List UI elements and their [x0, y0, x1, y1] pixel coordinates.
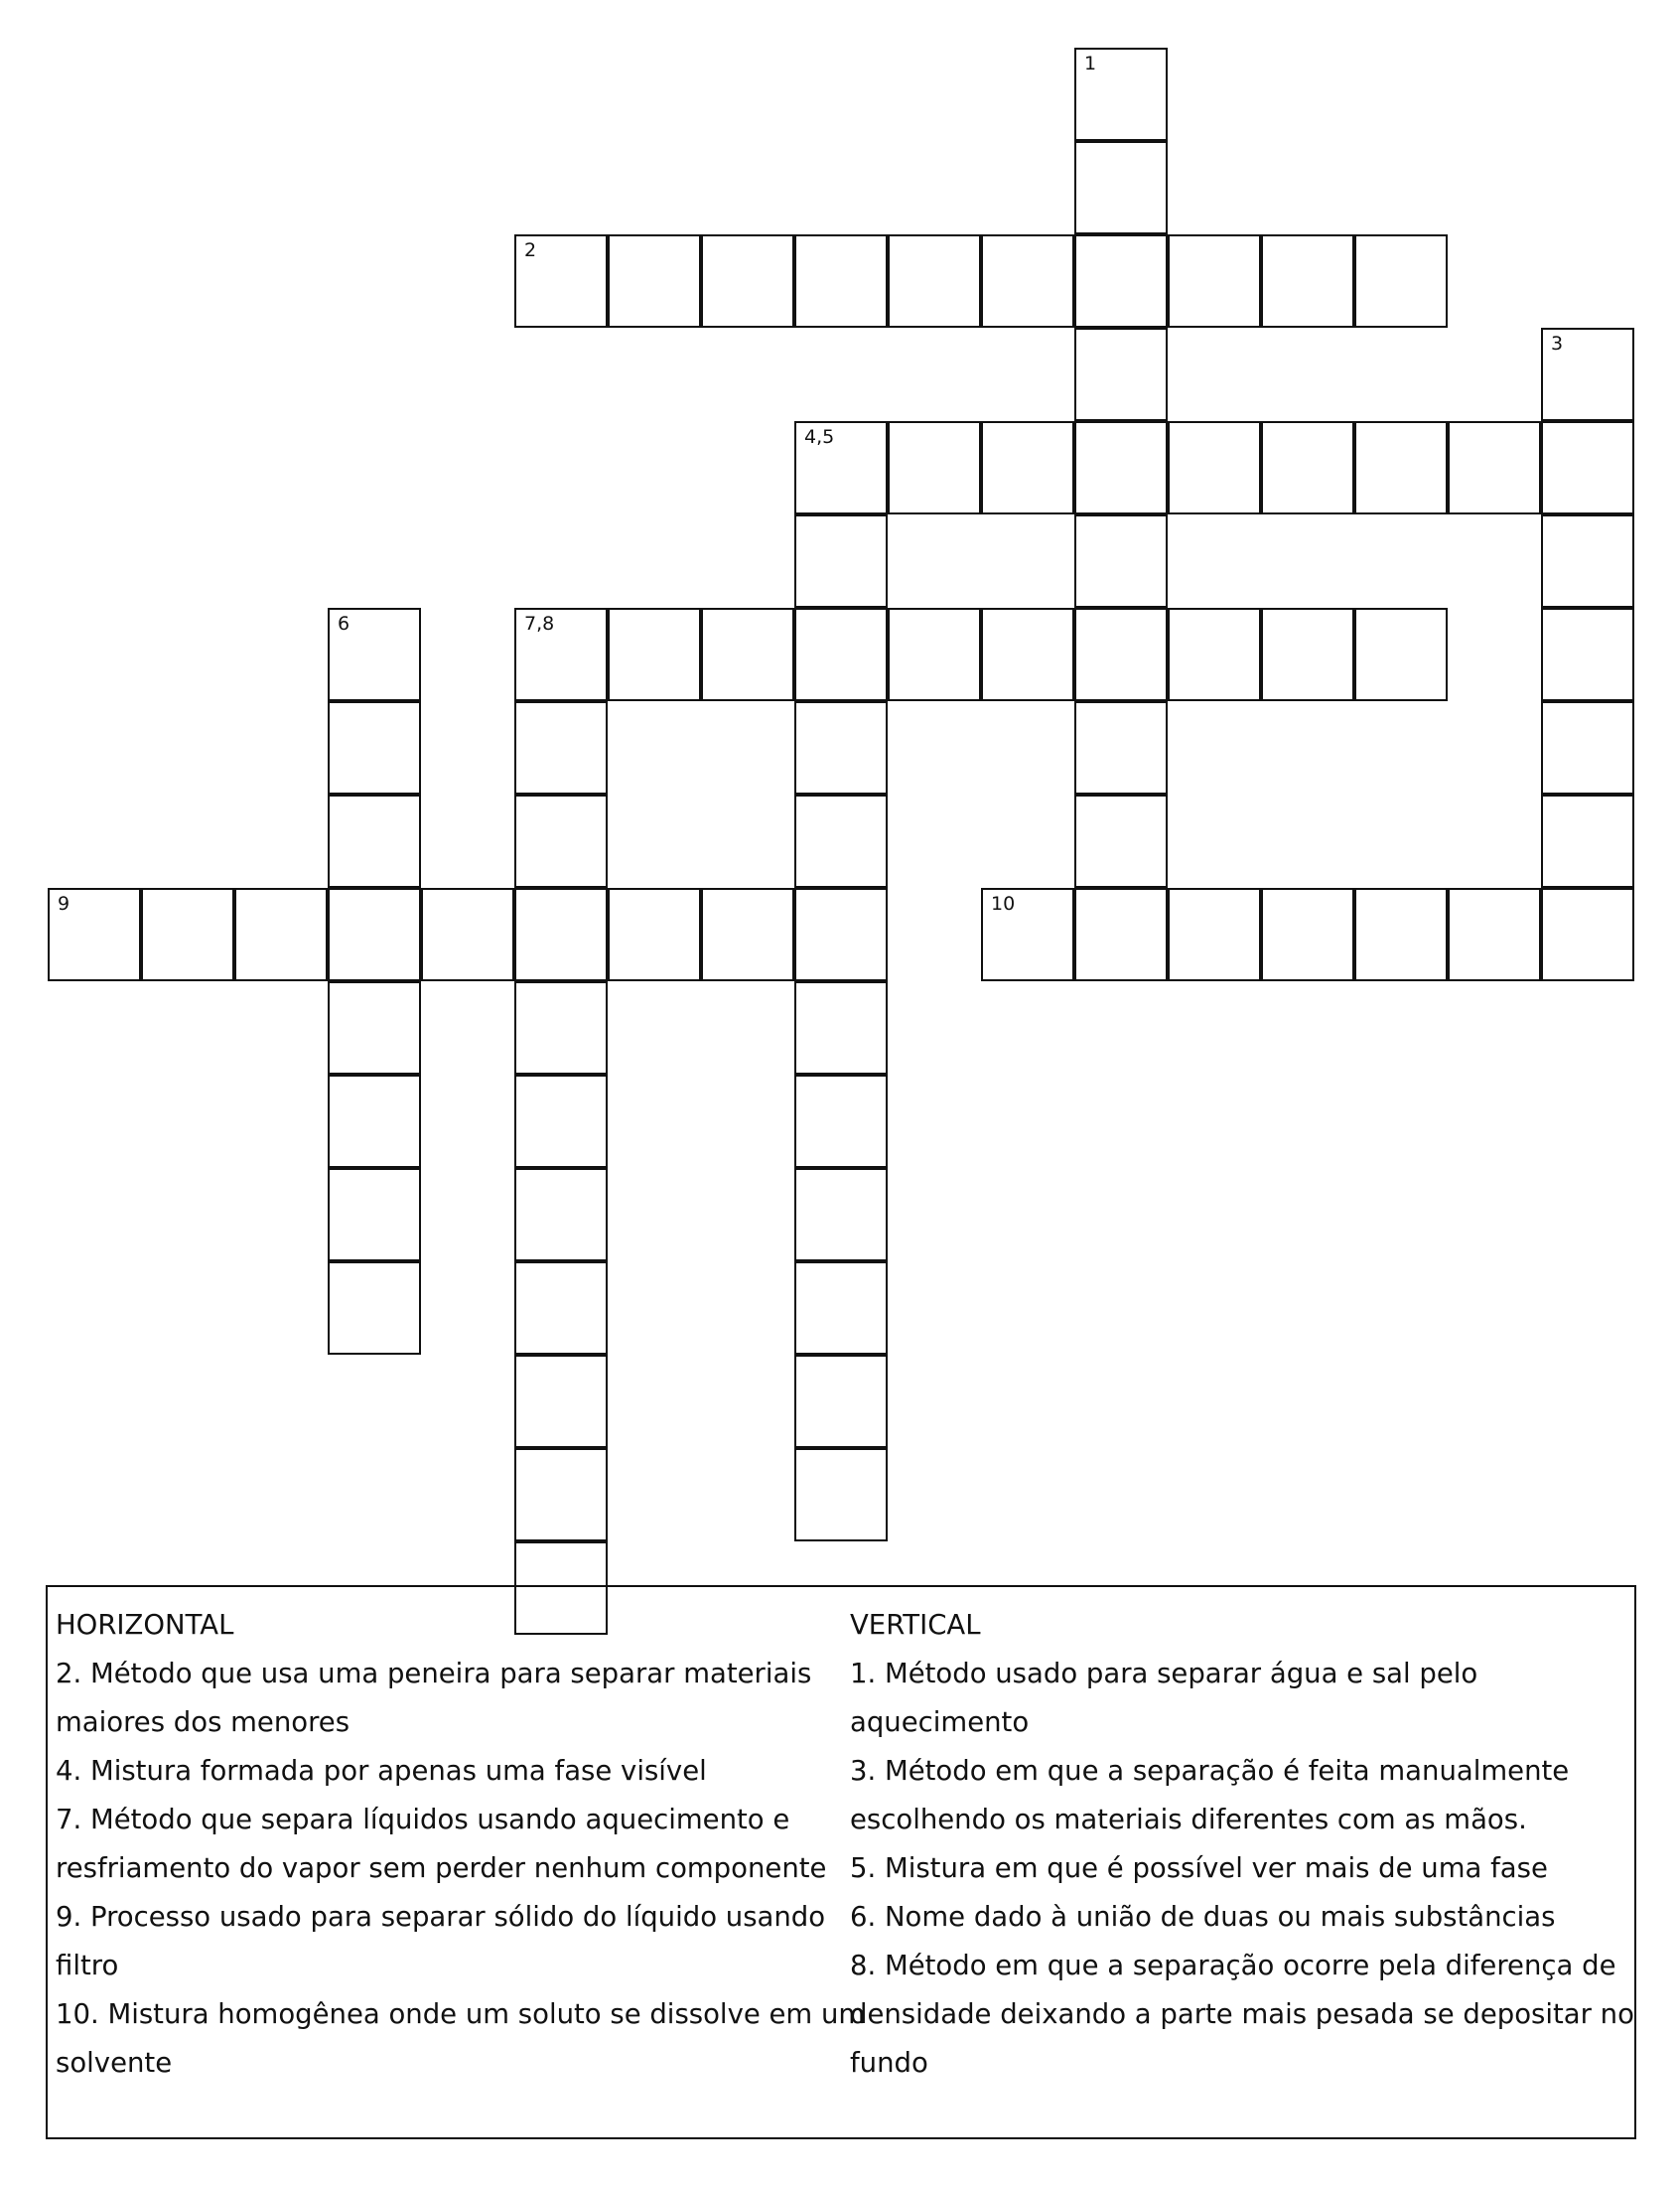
crossword-cell[interactable]: [1074, 888, 1168, 981]
crossword-cell[interactable]: [234, 888, 328, 981]
crossword-cell[interactable]: [1261, 608, 1354, 701]
crossword-cell[interactable]: [1261, 234, 1354, 328]
vertical-clue-line: 3. Método em que a separação é feita manualmente: [850, 1755, 1570, 1787]
crossword-cell[interactable]: [1074, 48, 1168, 141]
crossword-cell[interactable]: [981, 421, 1074, 514]
horizontal-clue-line: resfriamento do vapor sem perder nenhum componente: [56, 1852, 827, 1884]
crossword-cell[interactable]: [794, 888, 888, 981]
clue-number: 3: [1551, 333, 1564, 355]
crossword-cell[interactable]: [1074, 514, 1168, 608]
clue-number: 6: [338, 613, 350, 635]
crossword-cell[interactable]: [981, 234, 1074, 328]
clue-number: 1: [1084, 53, 1097, 74]
horizontal-clue-line: maiores dos menores: [56, 1706, 350, 1738]
crossword-cell[interactable]: [514, 981, 608, 1075]
crossword-cell[interactable]: [1261, 888, 1354, 981]
crossword-cell[interactable]: [1541, 608, 1634, 701]
crossword-cell[interactable]: [701, 608, 794, 701]
crossword-cell[interactable]: [328, 608, 421, 701]
crossword-cell[interactable]: [794, 234, 888, 328]
crossword-cell[interactable]: [1168, 234, 1261, 328]
crossword-cell[interactable]: [1354, 608, 1448, 701]
crossword-cell[interactable]: [794, 1261, 888, 1355]
crossword-cell[interactable]: [328, 1261, 421, 1355]
crossword-cell[interactable]: [608, 608, 701, 701]
crossword-cell[interactable]: [701, 888, 794, 981]
crossword-cell[interactable]: [1074, 795, 1168, 888]
crossword-cell[interactable]: [514, 234, 608, 328]
crossword-cell[interactable]: [1541, 514, 1634, 608]
crossword-cell[interactable]: [1074, 328, 1168, 421]
vertical-clue-line: densidade deixando a parte mais pesada se depositar no: [850, 1998, 1634, 2030]
crossword-cell[interactable]: [1541, 328, 1634, 421]
horizontal-clue-line: 4. Mistura formada por apenas uma fase visível: [56, 1755, 707, 1787]
crossword-cell[interactable]: [888, 234, 981, 328]
vertical-clue-line: 8. Método em que a separação ocorre pela diferença de: [850, 1950, 1616, 1981]
crossword-cell[interactable]: [794, 795, 888, 888]
horizontal-clue-line: filtro: [56, 1950, 119, 1981]
vertical-title: VERTICAL: [850, 1609, 981, 1641]
crossword-cell[interactable]: [1168, 608, 1261, 701]
crossword-cell[interactable]: [1354, 421, 1448, 514]
crossword-cell[interactable]: [514, 795, 608, 888]
crossword-cell[interactable]: [1074, 701, 1168, 795]
vertical-clue-line: 1. Método usado para separar água e sal pelo: [850, 1658, 1478, 1689]
crossword-cell[interactable]: [328, 888, 421, 981]
crossword-cell[interactable]: [888, 608, 981, 701]
crossword-cell[interactable]: [514, 1355, 608, 1448]
clue-number: 2: [524, 239, 537, 261]
crossword-cell[interactable]: [1354, 888, 1448, 981]
horizontal-title: HORIZONTAL: [56, 1609, 234, 1641]
crossword-cell[interactable]: [1168, 421, 1261, 514]
horizontal-clue-line: 10. Mistura homogênea onde um soluto se dissolve em um: [56, 1998, 866, 2030]
crossword-cell[interactable]: [141, 888, 234, 981]
vertical-clue-line: 6. Nome dado à união de duas ou mais substâncias: [850, 1901, 1556, 1933]
crossword-cell[interactable]: [1074, 141, 1168, 234]
crossword-cell[interactable]: [794, 1355, 888, 1448]
crossword-cell[interactable]: [794, 1075, 888, 1168]
horizontal-clue-line: solvente: [56, 2047, 173, 2079]
crossword-cell[interactable]: [514, 888, 608, 981]
crossword-cell[interactable]: [794, 981, 888, 1075]
horizontal-clue-line: 9. Processo usado para separar sólido do líquido usando: [56, 1901, 826, 1933]
clue-number: 4,5: [804, 426, 835, 448]
crossword-cell[interactable]: [701, 234, 794, 328]
crossword-cell[interactable]: [1541, 701, 1634, 795]
vertical-clue-line: aquecimento: [850, 1706, 1030, 1738]
crossword-cell[interactable]: [1074, 234, 1168, 328]
crossword-cell[interactable]: [794, 701, 888, 795]
crossword-cell[interactable]: [48, 888, 141, 981]
crossword-cell[interactable]: [794, 608, 888, 701]
crossword-cell[interactable]: [328, 1168, 421, 1261]
crossword-cell[interactable]: [608, 888, 701, 981]
crossword-cell[interactable]: [421, 888, 514, 981]
vertical-clues: [850, 1601, 1634, 2088]
crossword-cell[interactable]: [608, 234, 701, 328]
crossword-cell[interactable]: [1261, 421, 1354, 514]
crossword-cell[interactable]: [514, 608, 608, 701]
crossword-cell[interactable]: [1168, 888, 1261, 981]
crossword-cell[interactable]: [794, 1448, 888, 1541]
crossword-cell[interactable]: [1354, 234, 1448, 328]
crossword-cell[interactable]: [981, 608, 1074, 701]
crossword-cell[interactable]: [1541, 795, 1634, 888]
crossword-cell[interactable]: [514, 1168, 608, 1261]
crossword-cell[interactable]: [794, 421, 888, 514]
crossword-cell[interactable]: [1448, 888, 1541, 981]
clue-number: 10: [991, 893, 1016, 915]
crossword-cell[interactable]: [514, 1075, 608, 1168]
crossword-cell[interactable]: [328, 701, 421, 795]
crossword-cell[interactable]: [888, 421, 981, 514]
clue-number: 9: [58, 893, 70, 915]
crossword-cell[interactable]: [1541, 888, 1634, 981]
crossword-cell[interactable]: [328, 795, 421, 888]
crossword-cell[interactable]: [1448, 421, 1541, 514]
crossword-cell[interactable]: [328, 981, 421, 1075]
crossword-cell[interactable]: [1541, 421, 1634, 514]
clues-box: [46, 1585, 1636, 2139]
crossword-cell[interactable]: [1074, 608, 1168, 701]
clue-number: 7,8: [524, 613, 555, 635]
crossword-cell[interactable]: [794, 1168, 888, 1261]
vertical-clue-line: 5. Mistura em que é possível ver mais de uma fase: [850, 1852, 1548, 1884]
horizontal-clues: [56, 1601, 866, 2088]
crossword-cell[interactable]: [794, 514, 888, 608]
crossword-cell[interactable]: [514, 701, 608, 795]
crossword-cell[interactable]: [981, 888, 1074, 981]
crossword-cell[interactable]: [514, 1448, 608, 1541]
vertical-clue-line: fundo: [850, 2047, 928, 2079]
crossword-cell[interactable]: [1074, 421, 1168, 514]
vertical-clue-line: escolhendo os materiais diferentes com as mãos.: [850, 1804, 1527, 1835]
crossword-cell[interactable]: [514, 1261, 608, 1355]
horizontal-clue-line: 7. Método que separa líquidos usando aquecimento e: [56, 1804, 790, 1835]
horizontal-clue-line: 2. Método que usa uma peneira para separar materiais: [56, 1658, 812, 1689]
crossword-cell[interactable]: [328, 1075, 421, 1168]
